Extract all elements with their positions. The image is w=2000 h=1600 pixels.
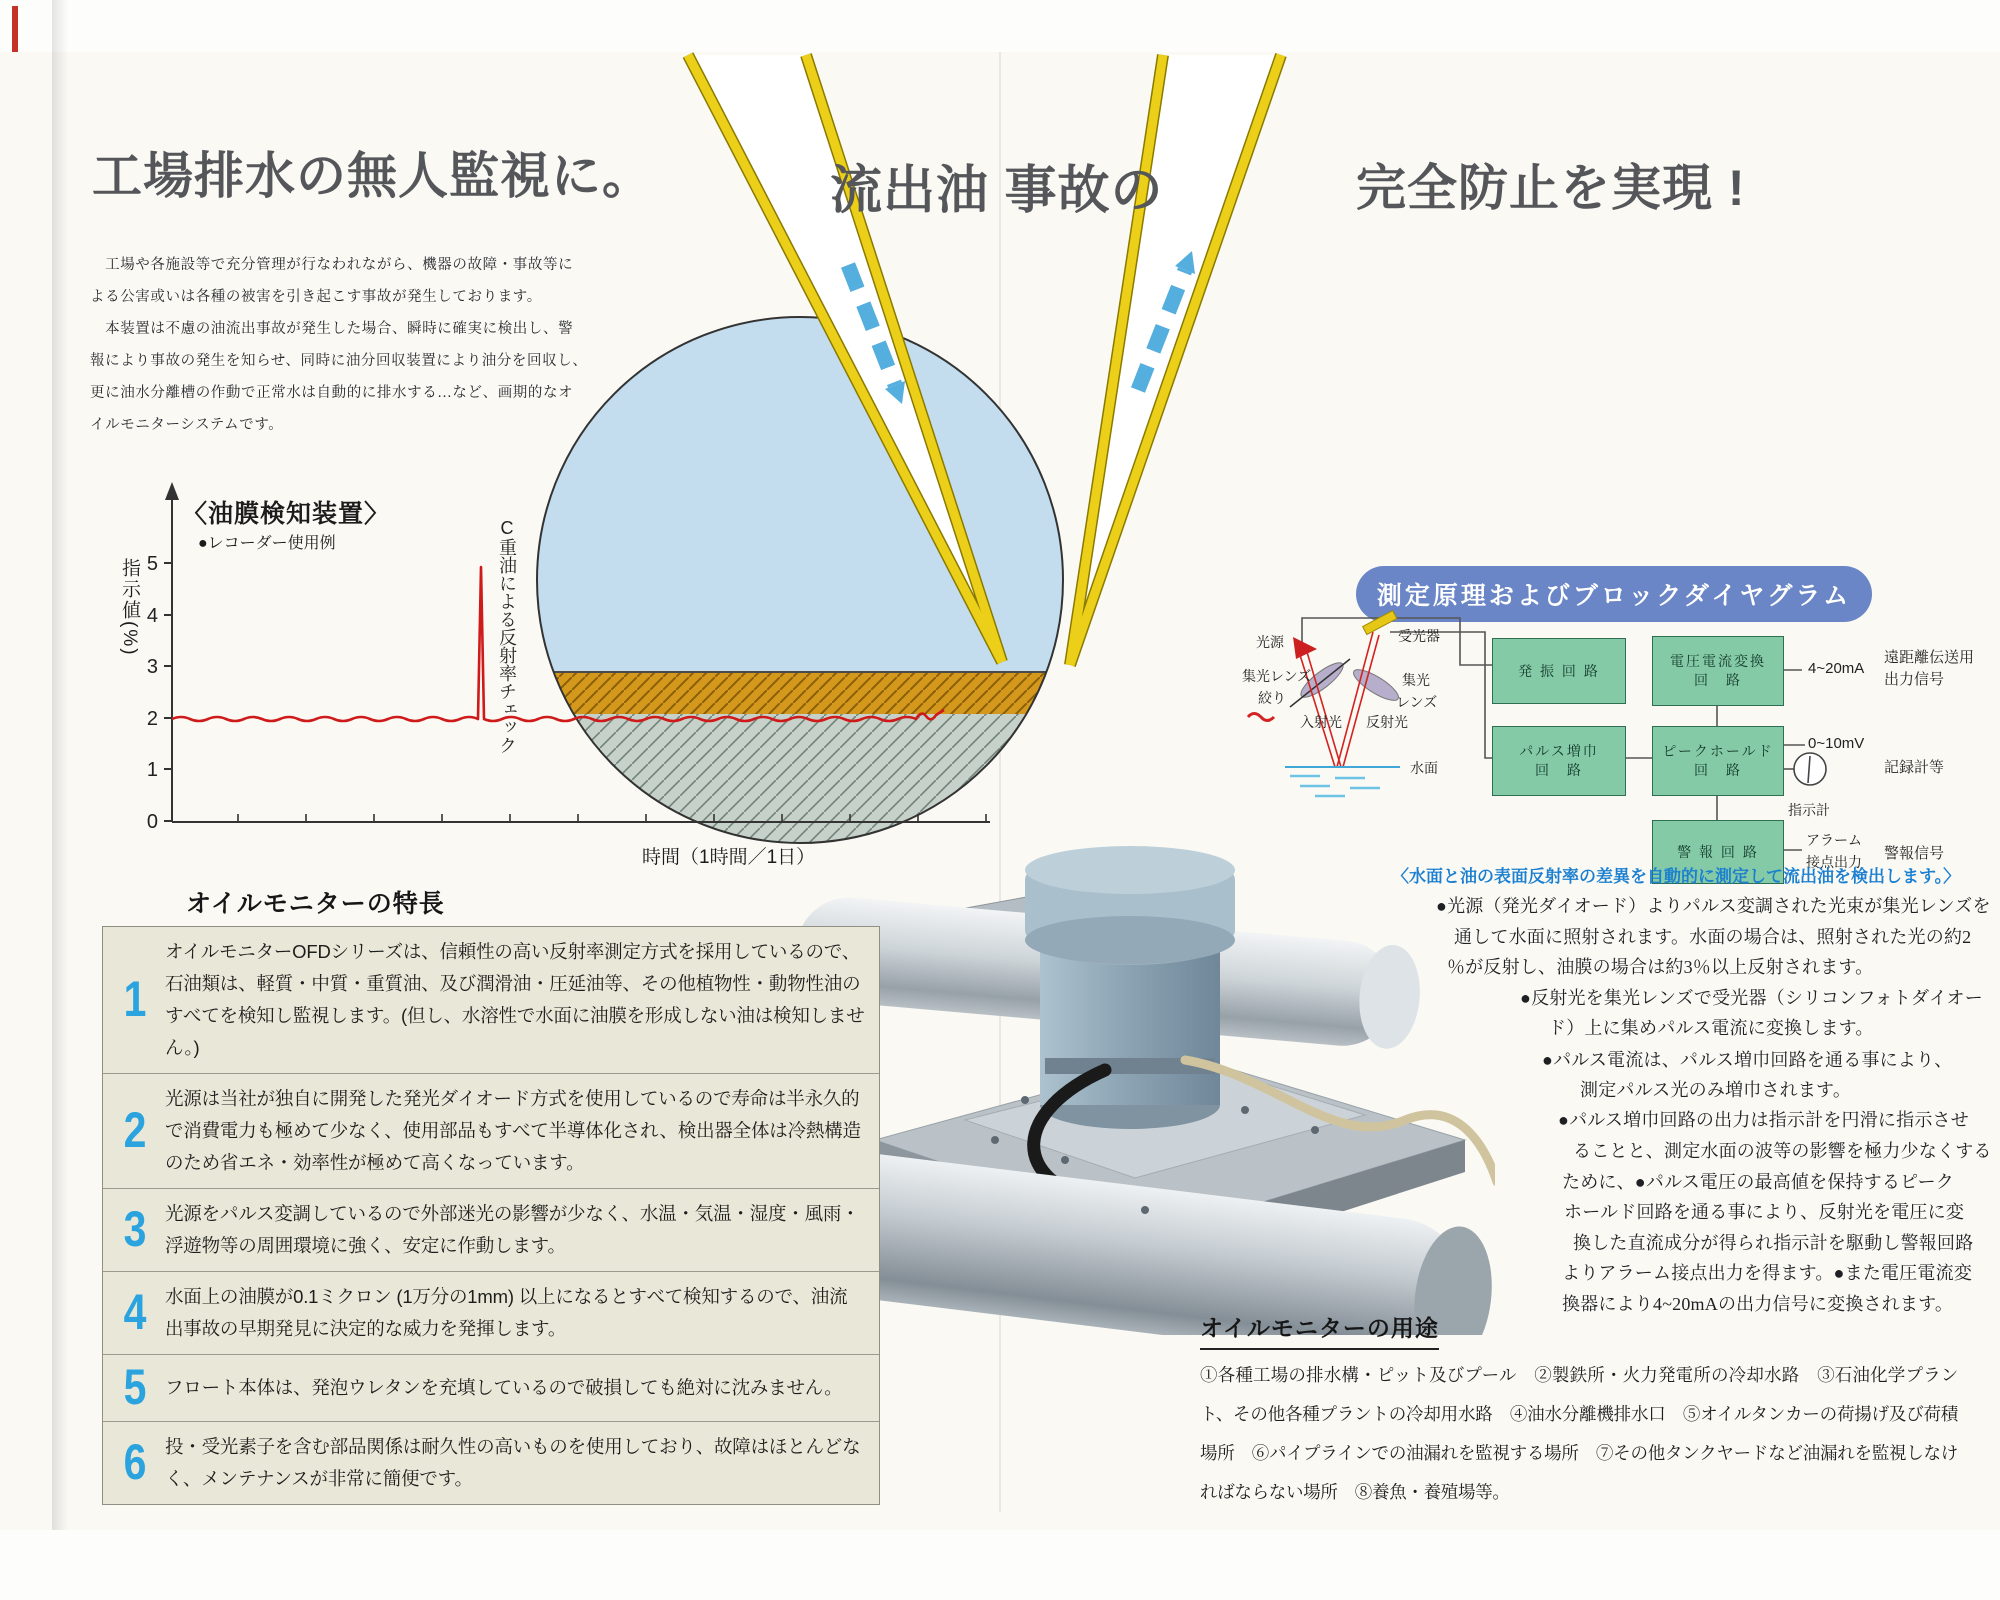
- light-source-icon: [1293, 637, 1317, 659]
- block-peak-label1: ピークホールド: [1662, 743, 1774, 760]
- output-recorder: 記録計等: [1884, 759, 1945, 776]
- block-peak-label2: 回 路: [1694, 762, 1742, 778]
- feature-text: 水面上の油膜が0.1ミクロン (1万分の1mm) 以上になるとすべて検知するので、油流出事故の早期発見に決定的な威力を発揮します。: [165, 1286, 848, 1339]
- scan-artifact: [12, 6, 18, 52]
- feature-row: [103, 1354, 879, 1421]
- principle-line: ることと、測定水面の波等の影響を極力少なくする: [1573, 1141, 1992, 1161]
- principle-line: 測定パルス光のみ増巾されます。: [1580, 1080, 1852, 1100]
- applications-heading: オイルモニターの用途: [1200, 1310, 1439, 1350]
- scan-left-shadow: [52, 0, 68, 1600]
- principle-line: 換した直流成分が得られ指示計を駆動し警報回路: [1573, 1233, 1974, 1253]
- block-pulse: [1492, 726, 1626, 796]
- principle-line: 換器により4~20mAの出力信号に変換されます。: [1562, 1294, 1954, 1314]
- intro-line: 工場や各施設等で充分管理が行なわれながら、機器の故障・事故等に: [90, 257, 574, 273]
- intro-line: 更に油水分離槽の作動で正常水は自動的に排水する…など、画期的なオ: [90, 385, 574, 401]
- lens-right-label2: レンズ: [1396, 694, 1438, 710]
- y-axis-arrow: [165, 482, 179, 500]
- alarm-contact-line2: 接点出力: [1806, 854, 1862, 870]
- recorder-trace: [172, 567, 944, 721]
- block-pulse-label1: パルス増巾: [1519, 743, 1599, 760]
- feature-text: オイルモニターOFDシリーズは、信頼性の高い反射率測定方式を採用しているので、石油類は、軽質・中質・重質油、及び潤滑油・圧延油等、その他植物性・動物性油のすべてを検知し監視します。(但し、水溶性で水面に油膜を形成しない油は検知しません。): [165, 941, 865, 1058]
- chart-title: 〈油膜検知装置〉: [182, 500, 391, 528]
- block-pulse-label2: 回 路: [1535, 762, 1583, 778]
- lens-left-label1: 集光レンズ: [1242, 668, 1312, 684]
- principle-banner: 測定原理およびブロックダイヤグラム: [1356, 566, 1872, 622]
- principle-line: ホールド回路を通る事により、反射光を電圧に変: [1564, 1202, 1965, 1222]
- y-tick-label: 5: [146, 553, 158, 575]
- principle-line: ●反射光を集光レンズで受光器（シリコンフォトダイオー: [1520, 988, 1983, 1008]
- feature-number: 2: [123, 1102, 147, 1159]
- lens-right-label1: 集光: [1402, 672, 1430, 688]
- chart-x-axis-label: 時間（1時間／1日）: [642, 847, 816, 868]
- headline-right: 完全防止を実現 !: [1356, 160, 1746, 216]
- feature-text: 投・受光素子を含む部品関係は耐久性の高いものを使用しており、故障はほとんどなく、メンテナンスが非常に簡便です。: [165, 1435, 861, 1489]
- output-0-10mV: 0~10mV: [1808, 735, 1865, 752]
- principle-line: ために、●パルス電圧の最高値を保持するピーク: [1562, 1172, 1955, 1192]
- block-vconv: [1652, 636, 1784, 706]
- intro-line: よる公害或いは各種の被害を引き起こす事故が発生しております。: [90, 289, 542, 305]
- y-tick-label: 0: [146, 811, 158, 833]
- oil-wave-mark: [1248, 714, 1274, 721]
- condenser-lens-right-icon: [1350, 664, 1403, 705]
- incident-light-label: 入射光: [1300, 714, 1342, 730]
- y-tick-label: 1: [146, 759, 158, 781]
- chart-spike-label: C重油による反射率チェック: [497, 518, 517, 754]
- feature-text: フロート本体は、発泡ウレタンを充填しているので破損しても絶対に沈みません。: [165, 1376, 843, 1398]
- chart-legend: ●レコーダー使用例: [198, 535, 336, 552]
- block-osc: [1492, 638, 1626, 704]
- feature-number: 5: [123, 1359, 147, 1415]
- scan-bottom-margin: [0, 1530, 2000, 1600]
- feature-row: [103, 1073, 879, 1188]
- principle-caption: 〈水面と油の表面反射率の差異を自動的に測定して流出油を検出します。〉: [1392, 867, 1961, 886]
- lens-left-label2: 絞り: [1258, 690, 1286, 706]
- features-box: [102, 926, 880, 1505]
- chart-y-axis-label: 指示値(%): [119, 558, 140, 657]
- block-vconv-label1: 電圧電流変換: [1670, 653, 1766, 670]
- reflected-light-label: 反射光: [1366, 714, 1408, 730]
- feature-number: 3: [123, 1201, 147, 1258]
- block-alarm-label: 警 報 回 路: [1677, 843, 1759, 860]
- feature-row: [103, 1421, 879, 1504]
- receiver-label: 受光器: [1398, 628, 1440, 644]
- alarm-contact-line1: アラーム: [1806, 832, 1862, 848]
- meter-label: 指示計: [1788, 802, 1830, 818]
- principle-line: よりアラーム接点出力を得ます。●また電圧電流変: [1562, 1263, 1973, 1283]
- feature-text: 光源をパルス変調しているので外部迷光の影響が少なく、水温・気温・湿度・風雨・浮遊物等の周囲環境に強く、安定に作動します。: [165, 1203, 860, 1256]
- headline-center: 流出油 事故の: [830, 162, 1164, 220]
- feature-text: 光源は当社が独自に開発した発光ダイオード方式を使用しているので寿命は半永久的で消費電力も極めて少なく、使用部品もすべて半導体化され、検出器全体は冷熱構造のため省エネ・効率性が極めて高くなっています。: [165, 1088, 861, 1173]
- y-tick-label: 3: [146, 656, 158, 678]
- principle-line: ●光源（発光ダイオード）よりパルス変調された光束が集光レンズを: [1436, 896, 1991, 916]
- principle-line: ％が反射し、油膜の場合は約3％以上反射されます。: [1447, 957, 1874, 977]
- output-remote-line2: 出力信号: [1884, 671, 1945, 688]
- feature-number: 4: [123, 1284, 147, 1341]
- sensor-housing: [1025, 846, 1235, 1129]
- block-peak: [1652, 726, 1784, 796]
- headline-left: 工場排水の無人監視に。: [92, 148, 653, 204]
- alarm-signal-label: 警報信号: [1884, 845, 1945, 862]
- y-tick-label: 4: [146, 605, 158, 627]
- block-vconv-label2: 回 路: [1694, 672, 1742, 688]
- feature-row: [103, 927, 879, 1073]
- feature-number: 1: [123, 971, 147, 1028]
- principle-line: ド）上に集めパルス電流に変換します。: [1548, 1018, 1874, 1038]
- principle-line: ●パルス電流は、パルス増巾回路を通る事により、: [1542, 1050, 1953, 1070]
- y-tick-label: 2: [146, 708, 158, 730]
- applications-body: ①各種工場の排水構・ピット及びプール ②製鉄所・火力発電所の冷却水路 ③石油化学プラント、その他各種プラントの冷却用水路 ④油水分離機排水口 ⑤オイルタンカーの荷揚げ及び荷積場所 ⑥パイプラインでの油漏れを監視する場所 ⑦その他タンクヤードなど油漏れを監視しなければならない場所 ⑧養魚・養殖場等。: [1200, 1365, 1958, 1502]
- block-osc-label: 発 振 回 路: [1518, 662, 1600, 679]
- intro-line: イルモニターシステムです。: [90, 417, 284, 433]
- output-4-20mA: 4~20mA: [1808, 660, 1865, 677]
- intro-line: 報により事故の発生を知らせ、同時に油分回収装置により油分を回収し、: [90, 353, 588, 369]
- principle-line: 通して水面に照射されます。水面の場合は、照射された光の約2: [1454, 927, 1972, 947]
- feature-number: 6: [123, 1433, 147, 1490]
- features-heading: オイルモニターの特長: [186, 890, 445, 918]
- intro-line: 本装置は不慮の油流出事故が発生した場合、瞬時に確実に検出し、警: [90, 321, 574, 337]
- receiver-icon: [1363, 611, 1397, 635]
- principle-line: ●パルス増巾回路の出力は指示計を円滑に指示させ: [1558, 1110, 1969, 1130]
- light-source-label: 光源: [1256, 634, 1284, 650]
- feature-row: [103, 1188, 879, 1271]
- output-remote-line1: 遠距離伝送用: [1884, 649, 1975, 666]
- water-surface-label: 水面: [1410, 760, 1438, 776]
- feature-row: [103, 1271, 879, 1354]
